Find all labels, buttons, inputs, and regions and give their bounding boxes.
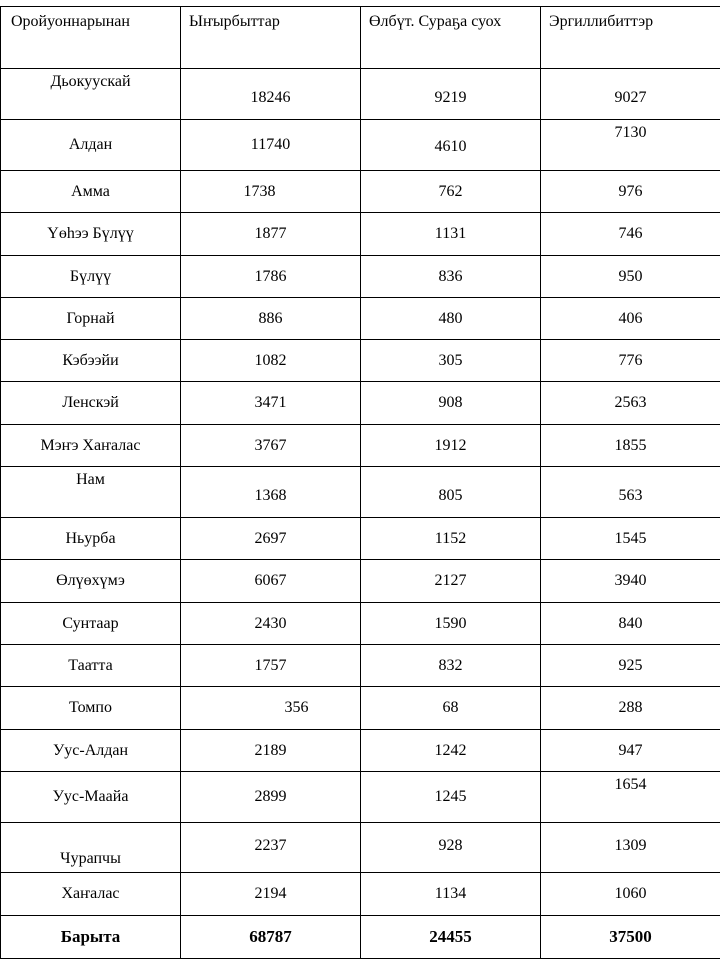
table-row [1,171,720,213]
dead-missing-cell: 1245 [361,772,541,823]
dead-missing-cell: 1912 [361,425,541,467]
dead-missing-cell: 1590 [361,603,541,645]
table-row [1,382,720,425]
district-cell: Хаҥалас [1,873,181,916]
district-cell: Нам [1,467,181,518]
returned-cell: 746 [541,213,720,256]
district-cell: Томпо [1,687,181,730]
dead-missing-cell: 928 [361,823,541,873]
table-row [1,340,720,382]
district-cell: Таатта [1,645,181,687]
returned-cell: 925 [541,645,720,687]
called-up-cell: 1368 [181,467,361,518]
district-cell: Алдан [1,120,181,171]
table-row [1,213,720,256]
returned-cell: 976 [541,171,720,213]
dead-missing-cell: 805 [361,467,541,518]
header-row [1,7,720,69]
returned-cell: 1545 [541,518,720,560]
dead-missing-cell: 9219 [361,69,541,120]
called-up-cell: 356 [181,687,361,730]
returned-cell: 406 [541,298,720,340]
returned-cell: 563 [541,467,720,518]
returned-cell: 776 [541,340,720,382]
called-up-cell: 886 [181,298,361,340]
returned-cell: 7130 [541,120,720,171]
total-label: Барыта [1,916,181,959]
dead-missing-cell: 832 [361,645,541,687]
called-up-cell: 2899 [181,772,361,823]
header-returned: Эргиллибиттэр [541,7,720,69]
called-up-cell: 1738 [181,171,361,213]
returned-cell: 947 [541,730,720,772]
dead-missing-cell: 68 [361,687,541,730]
returned-cell: 1309 [541,823,720,873]
total-dead-missing: 24455 [361,916,541,959]
header-dead-missing: Өлбүт. Сураҕа суох [361,7,541,69]
district-cell: Мэҥэ Хаҥалас [1,425,181,467]
called-up-cell: 3471 [181,382,361,425]
returned-cell: 3940 [541,560,720,603]
header-called-up: Ыҥырбыттар [181,7,361,69]
table-row [1,467,720,518]
returned-cell: 950 [541,256,720,298]
returned-cell: 1654 [541,772,720,823]
dead-missing-cell: 1242 [361,730,541,772]
dead-missing-cell: 1131 [361,213,541,256]
table-row [1,298,720,340]
dead-missing-cell: 2127 [361,560,541,603]
district-cell: Үөһээ Бүлүү [1,213,181,256]
returned-cell: 2563 [541,382,720,425]
returned-cell: 1060 [541,873,720,916]
table-row [1,645,720,687]
dead-missing-cell: 305 [361,340,541,382]
returned-cell: 288 [541,687,720,730]
district-cell: Ленскэй [1,382,181,425]
called-up-cell: 6067 [181,560,361,603]
called-up-cell: 1082 [181,340,361,382]
table-row [1,687,720,730]
district-cell: Уус-Маайа [1,772,181,823]
table-row [1,518,720,560]
table-row [1,730,720,772]
dead-missing-cell: 480 [361,298,541,340]
total-returned: 37500 [541,916,720,959]
dead-missing-cell: 908 [361,382,541,425]
district-cell: Ньурба [1,518,181,560]
district-cell: Сунтаар [1,603,181,645]
district-cell: Кэбээйи [1,340,181,382]
called-up-cell: 1786 [181,256,361,298]
district-cell: Амма [1,171,181,213]
called-up-cell: 2194 [181,873,361,916]
table-row [1,873,720,916]
mobilization-table [0,6,720,959]
table-row [1,120,720,171]
district-cell: Бүлүү [1,256,181,298]
district-cell: Өлүөхүмэ [1,560,181,603]
table-row [1,69,720,120]
returned-cell: 1855 [541,425,720,467]
called-up-cell: 1877 [181,213,361,256]
table-row [1,256,720,298]
table-row [1,823,720,873]
called-up-cell: 2430 [181,603,361,645]
district-cell: Уус-Алдан [1,730,181,772]
total-called-up: 68787 [181,916,361,959]
called-up-cell: 2237 [181,823,361,873]
called-up-cell: 2189 [181,730,361,772]
returned-cell: 9027 [541,69,720,120]
called-up-cell: 18246 [181,69,361,120]
dead-missing-cell: 836 [361,256,541,298]
dead-missing-cell: 1152 [361,518,541,560]
dead-missing-cell: 4610 [361,120,541,171]
called-up-cell: 3767 [181,425,361,467]
table-row [1,603,720,645]
district-cell: Чурапчы [1,823,181,873]
total-row [1,916,720,959]
table-row [1,425,720,467]
returned-cell: 840 [541,603,720,645]
table-row [1,772,720,823]
called-up-cell: 2697 [181,518,361,560]
table-row [1,560,720,603]
district-cell: Горнай [1,298,181,340]
called-up-cell: 11740 [181,120,361,171]
header-district: Оройуоннарынан [1,7,181,69]
district-cell: Дьокуускай [1,69,181,120]
called-up-cell: 1757 [181,645,361,687]
dead-missing-cell: 1134 [361,873,541,916]
dead-missing-cell: 762 [361,171,541,213]
